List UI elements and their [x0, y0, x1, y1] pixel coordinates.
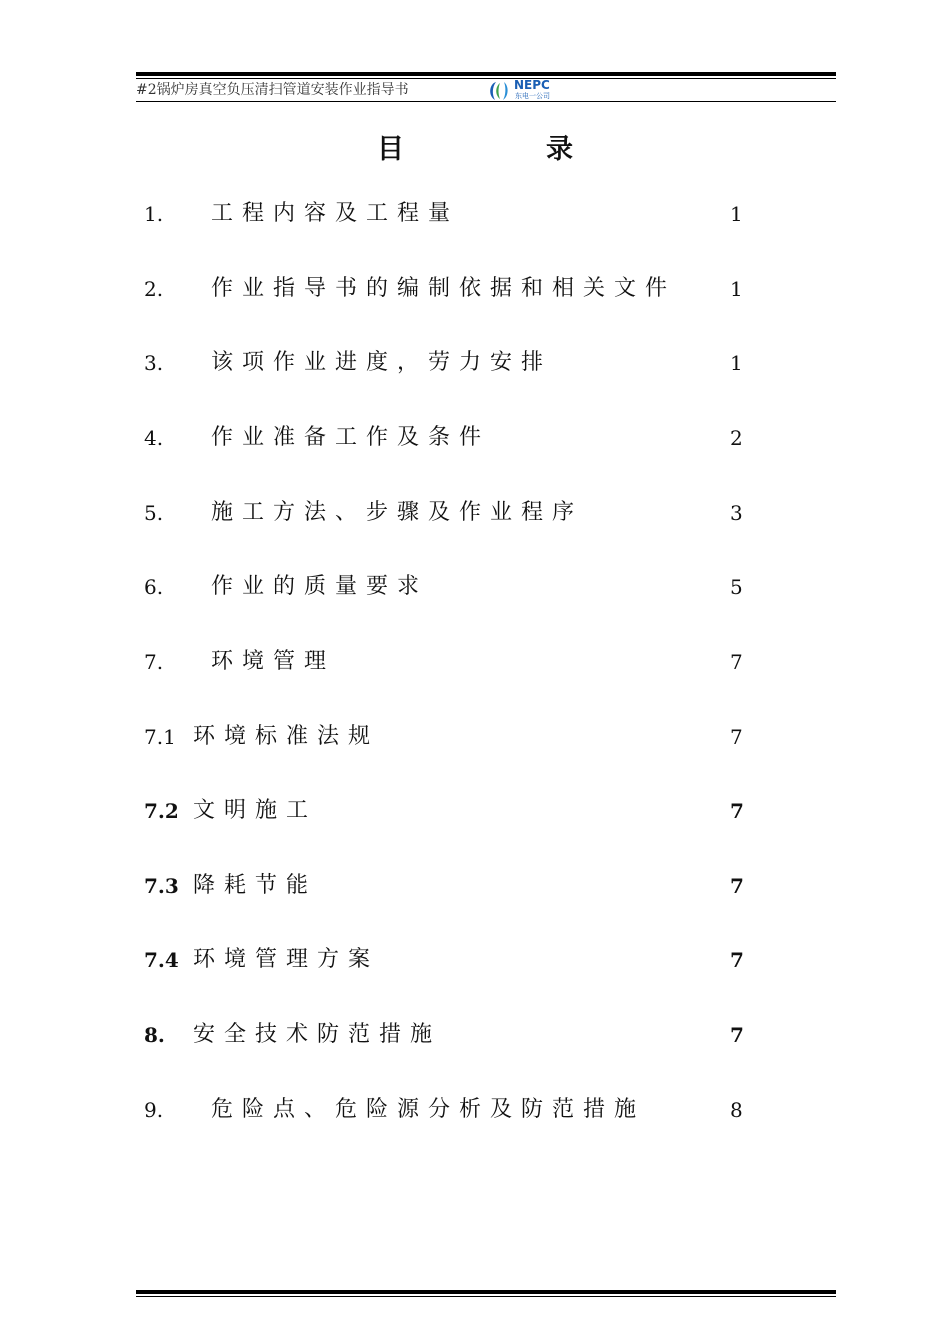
toc-number: 4.: [144, 426, 164, 450]
toc-entry[interactable]: [144, 717, 744, 757]
toc-entry[interactable]: [144, 940, 744, 980]
toc-entry[interactable]: [144, 269, 744, 309]
toc-text: 该项作业进度，劳力安排: [211, 350, 553, 375]
toc-page: 3: [730, 501, 743, 525]
toc-page: 1: [730, 277, 743, 301]
toc-text: 施工方法、步骤及作业程序: [211, 500, 584, 525]
toc-text: 环境标准法规: [193, 724, 380, 749]
toc-page: 7: [730, 1023, 744, 1047]
toc-entry[interactable]: [144, 642, 744, 682]
toc-page: 1: [730, 351, 743, 375]
toc-text: 作业指导书的编制依据和相关文件: [211, 276, 677, 301]
toc-number: 1.: [144, 202, 164, 226]
toc-entry[interactable]: [144, 567, 744, 607]
toc-text: 降耗节能: [193, 873, 318, 898]
toc-text: 作业准备工作及条件: [211, 425, 491, 450]
toc-number: 7.: [144, 650, 164, 674]
footer-rule-thick: [136, 1290, 836, 1294]
toc-number: 7.2: [144, 799, 179, 823]
toc-text: 作业的质量要求: [211, 574, 429, 599]
toc-page: 2: [730, 426, 743, 450]
page-title: [0, 130, 950, 170]
company-logo: [487, 80, 557, 102]
toc-entry[interactable]: [144, 1090, 744, 1130]
footer-rule-thin: [136, 1296, 836, 1297]
header-title: #2锅炉房真空负压清扫管道安装作业指导书: [136, 82, 409, 98]
toc-page: 7: [730, 650, 743, 674]
toc-entry[interactable]: [144, 194, 744, 234]
title-char-2: 录: [546, 134, 573, 165]
logo-subtitle: 东电一公司: [515, 92, 550, 100]
toc-number: 5.: [144, 501, 164, 525]
toc-entry[interactable]: [144, 493, 744, 533]
toc-page: 7: [730, 874, 744, 898]
nepc-logo-icon: [487, 80, 513, 102]
toc-entry[interactable]: [144, 418, 744, 458]
toc-number: 6.: [144, 575, 164, 599]
toc-page: 1: [730, 202, 743, 226]
toc-text: 危险点、危险源分析及防范措施: [211, 1097, 646, 1122]
title-char-1: 目: [377, 134, 404, 165]
toc-number: 7.3: [144, 874, 179, 898]
toc-page: 7: [730, 725, 743, 749]
toc-number: 7.4: [144, 948, 179, 972]
toc-number: 9.: [144, 1098, 164, 1122]
toc-text: 文明施工: [193, 798, 318, 823]
header-rule-bottom: [136, 101, 836, 102]
toc-entry[interactable]: [144, 1015, 744, 1055]
toc-page: 8: [730, 1098, 743, 1122]
header-rule-thin: [136, 78, 836, 79]
toc-entry[interactable]: [144, 791, 744, 831]
toc-text: 环境管理: [211, 649, 336, 674]
toc-text: 环境管理方案: [193, 947, 380, 972]
logo-name: NEPC: [514, 78, 550, 92]
toc-number: 8.: [144, 1023, 165, 1047]
toc-number: 3.: [144, 351, 164, 375]
toc-text: 安全技术防范措施: [193, 1022, 442, 1047]
toc-number: 7.1: [144, 725, 176, 749]
toc-entry[interactable]: [144, 866, 744, 906]
toc-number: 2.: [144, 277, 164, 301]
toc-page: 5: [730, 575, 743, 599]
toc-entry[interactable]: [144, 343, 744, 383]
toc-text: 工程内容及工程量: [211, 201, 460, 226]
toc-page: 7: [730, 948, 744, 972]
header-rule-thick: [136, 72, 836, 76]
toc-page: 7: [730, 799, 744, 823]
